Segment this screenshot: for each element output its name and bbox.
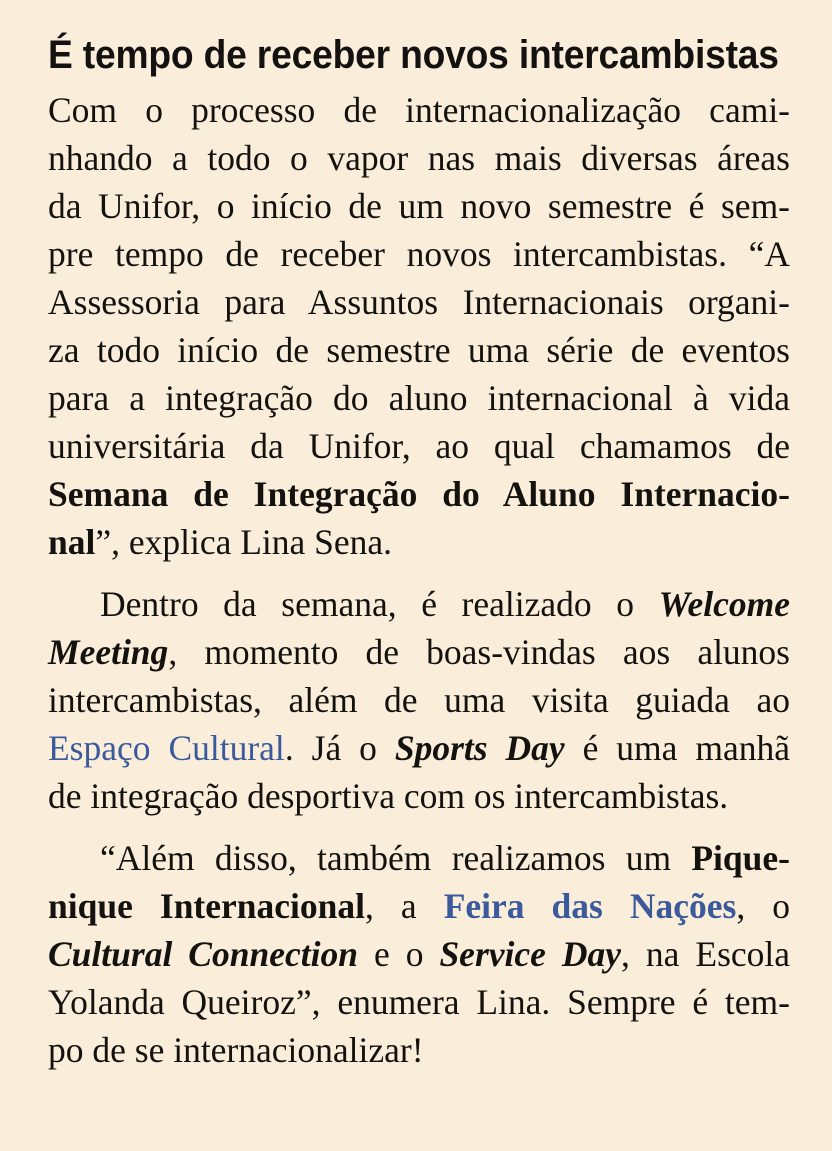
text-line: [48, 724, 790, 772]
line-text: Assessoria para Assuntos Internacionais organi-: [48, 282, 790, 322]
text-line: [48, 182, 790, 230]
paragraph-2: [48, 580, 790, 820]
line-text: po de se internacionalizar!: [48, 1030, 424, 1070]
line-text: za todo início de semestre uma série de eventos: [48, 330, 790, 370]
emphasis-bold: nique Internacional: [48, 886, 365, 926]
line-text: ”, explica Lina Sena.: [95, 522, 393, 562]
text-line: [48, 422, 790, 470]
emphasis-bold: Semana de Integração do Aluno Internacio-: [48, 474, 790, 514]
line-text: , momento de boas-vindas aos alunos: [168, 632, 790, 672]
line-text: da Unifor, o início de um novo semestre é sem-: [48, 186, 790, 226]
line-text: para a integração do aluno internacional à vida: [48, 378, 790, 418]
text-line: [48, 882, 790, 930]
text-line: [48, 628, 790, 676]
link-espaco-cultural[interactable]: Espaço Cultural: [48, 728, 285, 768]
text-line: [48, 930, 790, 978]
line-text: Yolanda Queiroz”, enumera Lina. Sempre é tem-: [48, 982, 790, 1022]
emphasis-bold: Pique-: [691, 838, 790, 878]
text-line: [48, 676, 790, 724]
link-feira-das-nacoes[interactable]: Feira das Nações: [443, 886, 737, 926]
line-text: intercambistas, além de uma visita guiada ao: [48, 680, 790, 720]
text-line: [48, 134, 790, 182]
line-text: pre tempo de receber novos intercambistas. “A: [48, 234, 790, 274]
line-text: “Além disso, também realizamos um: [100, 838, 692, 878]
line-text: é uma manhã: [564, 728, 790, 768]
line-text: , o: [736, 886, 791, 926]
text-line: [48, 834, 790, 882]
line-text: . Já o: [284, 728, 395, 768]
text-line: [48, 86, 790, 134]
line-text: de integração desportiva com os intercambistas.: [48, 776, 729, 816]
text-line: [48, 230, 790, 278]
text-line: [48, 580, 790, 628]
line-text: universitária da Unifor, ao qual chamamos de: [48, 426, 790, 466]
emphasis-bold-italic: Meeting: [48, 632, 169, 672]
emphasis-bold-italic: Sports Day: [394, 728, 565, 768]
line-text: , na Escola: [621, 934, 791, 974]
emphasis-bold: nal: [48, 522, 96, 562]
paragraph-1: [48, 86, 790, 566]
line-text: e o: [357, 934, 440, 974]
text-line: [48, 278, 790, 326]
line-text: , a: [365, 886, 444, 926]
text-line: [48, 326, 790, 374]
paragraph-3: [48, 834, 790, 1074]
line-text: Com o processo de internacionalização cami-: [48, 90, 790, 130]
line-text: Dentro da semana, é realizado o: [100, 584, 659, 624]
text-line: [48, 1026, 790, 1074]
emphasis-bold-italic: Cultural Connection: [48, 934, 358, 974]
page-title: É tempo de receber novos intercambistas: [48, 33, 779, 77]
line-text: nhando a todo o vapor nas mais diversas áreas: [48, 138, 790, 178]
article-body: [48, 86, 790, 1074]
text-line: [48, 772, 790, 820]
emphasis-bold-italic: Welcome: [658, 584, 790, 624]
text-line: [48, 518, 790, 566]
emphasis-bold-italic: Service Day: [439, 934, 622, 974]
text-line: [48, 374, 790, 422]
text-line: [48, 470, 790, 518]
text-line: [48, 978, 790, 1026]
